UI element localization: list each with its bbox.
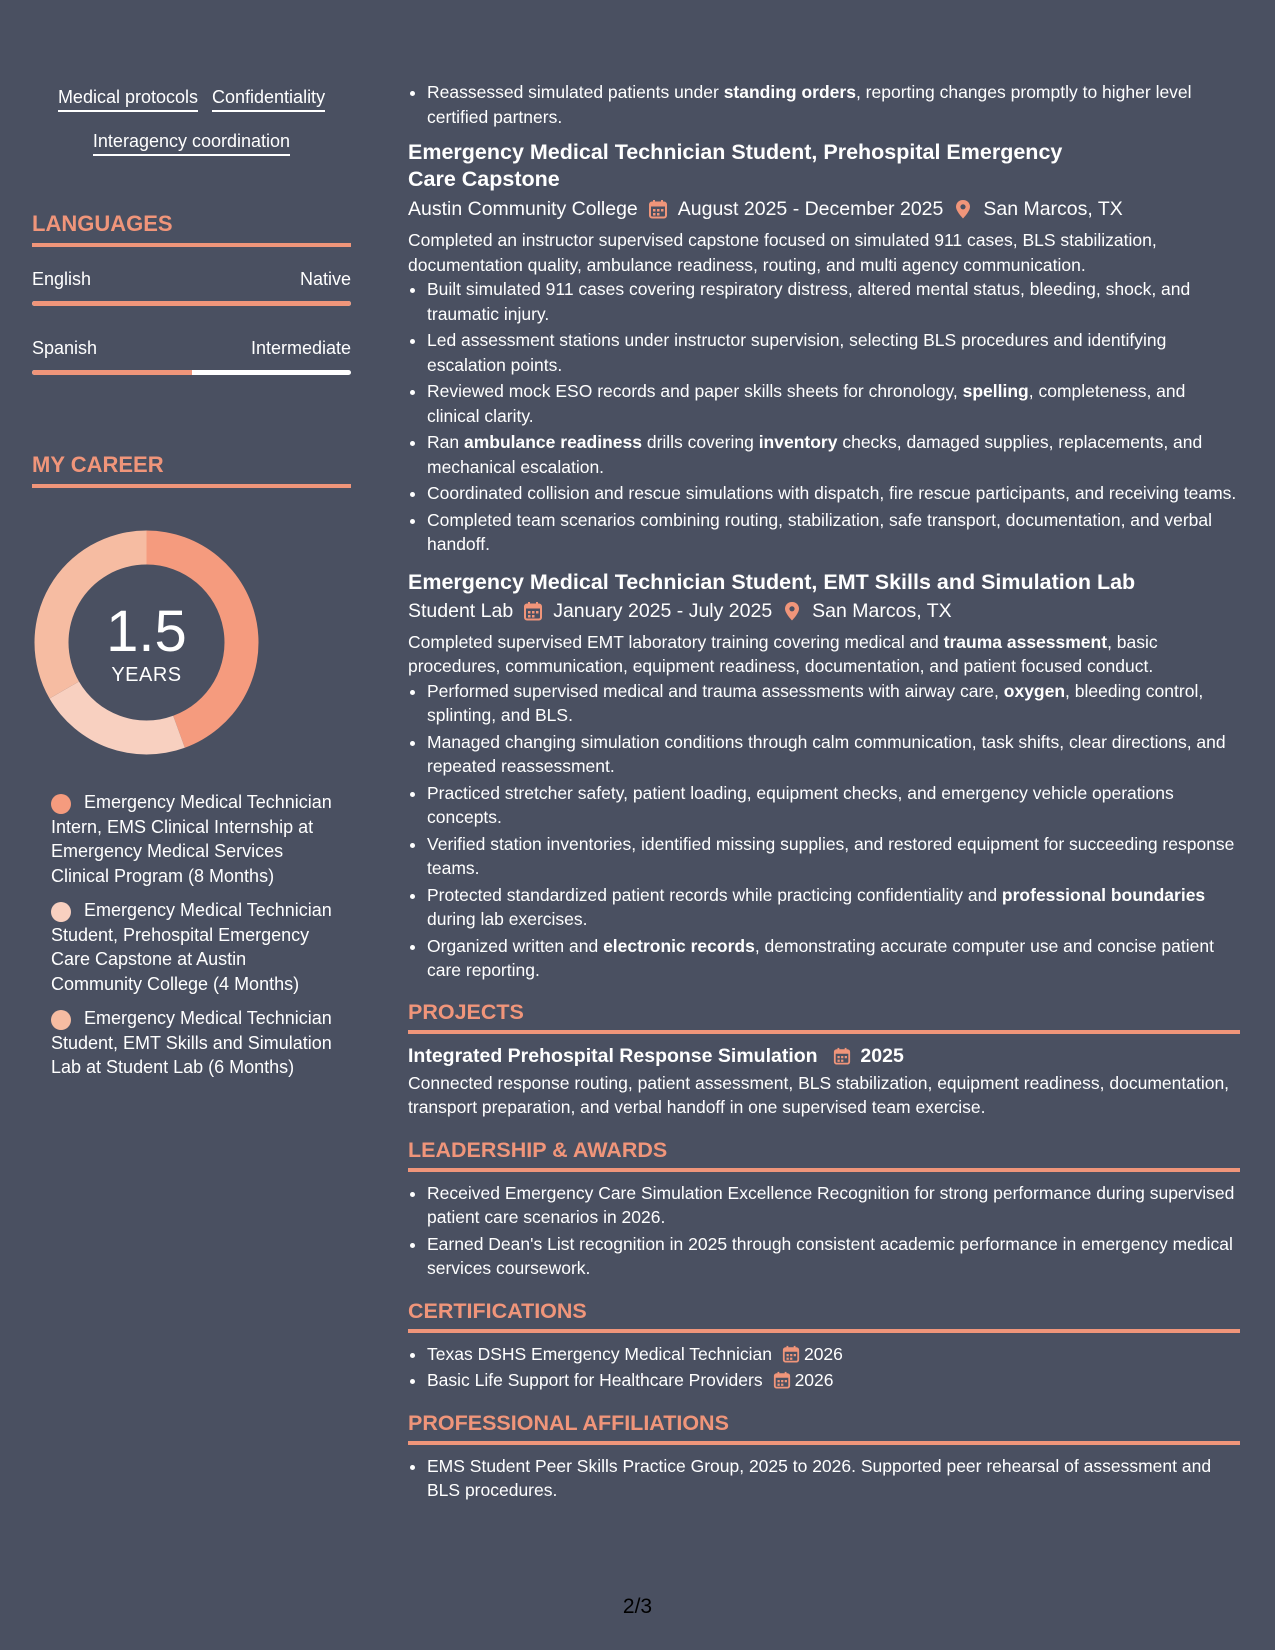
page-number: 2/3 [622, 1595, 653, 1618]
skills-list [32, 86, 351, 174]
job-bullets [408, 679, 1240, 983]
leadership-section [408, 1137, 1240, 1281]
career-total-unit: YEARS [111, 664, 182, 686]
experience-entry [408, 139, 1240, 557]
experience-entry [408, 569, 1240, 983]
career-total-years: 1.5 [106, 599, 187, 664]
list-item: • Practiced stretcher safety, patient loading, equipment checks, and emergency vehicle operations concepts. [427, 781, 1240, 830]
skill-tag: Medical protocols [58, 86, 198, 112]
affiliations-list [408, 1454, 1240, 1503]
list-item: • Led assessment stations under instructor supervision, selecting BLS procedures and identifying escalation points. [427, 328, 1240, 377]
language-level-bar [32, 301, 351, 306]
job-organization: Austin Community College [408, 198, 638, 220]
certifications-section [408, 1298, 1240, 1393]
list-item: • Received Emergency Care Simulation Excellence Recognition for strong performance during supervised patient care scenarios in 2026. [427, 1181, 1240, 1230]
certifications-list [408, 1342, 1240, 1393]
job-location: San Marcos, TX [812, 599, 952, 622]
language-spanish [32, 337, 351, 375]
language-english [32, 268, 351, 306]
project-description: Connected response routing, patient assessment, BLS stabilization, equipment readiness, documentation, transport preparation, and verbal handoff in one supervised team exercise. [408, 1072, 1230, 1117]
calendar-icon [523, 601, 543, 621]
language-level-fill [32, 301, 351, 306]
previous-job-bullets [408, 80, 1240, 129]
list-item: • Reassessed simulated patients under standing orders, reporting changes promptly to higher level certified partners. [427, 80, 1240, 129]
job-dates: August 2025 - December 2025 [677, 198, 944, 220]
career-dot-icon [51, 794, 71, 814]
location-pin-icon [782, 601, 802, 621]
skill-tag: Interagency coordination [93, 130, 290, 156]
calendar-icon [773, 1371, 791, 1389]
job-title: Emergency Medical Technician Student, Prehospital Emergency Care Capstone [408, 140, 1063, 191]
list-item: • Managed changing simulation conditions through calm communication, task shifts, clear directions, and repeated reassessment. [427, 730, 1240, 779]
career-item [51, 898, 336, 996]
list-item: • Coordinated collision and rescue simulations with dispatch, fire rescue participants, and receiving teams. [427, 481, 1240, 506]
language-name: Spanish [32, 338, 98, 358]
calendar-icon [833, 1047, 851, 1065]
job-bullets [408, 277, 1240, 557]
language-level-bar [32, 370, 351, 375]
language-name: English [32, 269, 92, 289]
affiliations-section [408, 1410, 1240, 1503]
language-level: Intermediate [250, 338, 351, 358]
location-pin-icon [953, 199, 973, 219]
career-item-text: Emergency Medical Technician Student, EMT Skills and Simulation Lab at Student Lab (6 Months) [51, 1008, 332, 1077]
skill-tag: Confidentiality [212, 86, 325, 112]
languages-heading: LANGUAGES [32, 211, 351, 247]
job-title: Emergency Medical Technician Student, EMT Skills and Simulation Lab [408, 569, 1136, 594]
project-name: Integrated Prehospital Response Simulation [408, 1044, 818, 1067]
career-list [51, 790, 336, 1090]
career-dot-icon [51, 902, 71, 922]
job-summary: Completed an instructor supervised capstone focused on simulated 911 cases, BLS stabilization, documentation quality, ambulance readiness, routing, and multi agency communication. [408, 230, 1157, 275]
job-summary: Completed supervised EMT laboratory training covering medical and trauma assessment, basic procedures, communication, equipment readiness, documentation, and patient focused conduct. [408, 631, 1158, 676]
calendar-icon [782, 1345, 800, 1363]
career-item [51, 790, 336, 888]
career-heading: MY CAREER [32, 452, 351, 488]
language-level: Native [299, 269, 351, 289]
main-content [408, 0, 1240, 1505]
list-item: • Completed team scenarios combining routing, stabilization, safe transport, documentation, and verbal handoff. [427, 508, 1240, 557]
project-title-row [408, 1043, 1240, 1069]
affiliations-heading: PROFESSIONAL AFFILIATIONS [408, 1410, 1240, 1445]
list-item: • Protected standardized patient records while practicing confidentiality and professional boundaries during lab exercises. [427, 883, 1240, 932]
job-location: San Marcos, TX [983, 198, 1123, 220]
career-item-text: Emergency Medical Technician Intern, EMS Clinical Internship at Emergency Medical Services Clinical Program (8 Months) [51, 792, 332, 886]
leadership-list [408, 1181, 1240, 1281]
career-donut-label [34, 530, 259, 755]
list-item: • Texas DSHS Emergency Medical Technician 2026 [427, 1342, 1240, 1367]
list-item: • Built simulated 911 cases covering respiratory distress, altered mental status, bleeding, shock, and traumatic injury. [427, 277, 1240, 326]
list-item: • Ran ambulance readiness drills covering inventory checks, damaged supplies, replacements, and mechanical escalation. [427, 430, 1240, 479]
leadership-heading: LEADERSHIP & AWARDS [408, 1137, 1240, 1172]
job-dates: January 2025 - July 2025 [553, 599, 773, 622]
list-item: • Basic Life Support for Healthcare Providers 2026 [427, 1368, 1240, 1393]
list-item: • Verified station inventories, identified missing supplies, and restored equipment for succeeding response teams. [427, 832, 1240, 881]
projects-heading: PROJECTS [408, 999, 1240, 1034]
list-item: • Organized written and electronic records, demonstrating accurate computer use and concise patient care reporting. [427, 934, 1240, 983]
certifications-heading: CERTIFICATIONS [408, 1298, 1240, 1333]
list-item: • Earned Dean's List recognition in 2025 through consistent academic performance in emergency medical services coursework. [427, 1232, 1240, 1281]
project-year: 2025 [860, 1044, 904, 1067]
job-organization: Student Lab [408, 599, 514, 622]
list-item: • EMS Student Peer Skills Practice Group, 2025 to 2026. Supported peer rehearsal of assessment and BLS procedures. [427, 1454, 1240, 1503]
language-level-fill [32, 370, 192, 375]
career-dot-icon [51, 1010, 71, 1030]
career-item [51, 1006, 336, 1080]
job-meta [408, 196, 1240, 222]
projects-section [408, 999, 1240, 1120]
career-item-text: Emergency Medical Technician Student, Prehospital Emergency Care Capstone at Austin Community College (4 Months) [51, 900, 332, 994]
calendar-icon [648, 199, 668, 219]
job-meta [408, 598, 1240, 624]
list-item: • Performed supervised medical and trauma assessments with airway care, oxygen, bleeding control, splinting, and BLS. [427, 679, 1240, 728]
list-item: • Reviewed mock ESO records and paper skills sheets for chronology, spelling, completeness, and clinical clarity. [427, 379, 1240, 428]
